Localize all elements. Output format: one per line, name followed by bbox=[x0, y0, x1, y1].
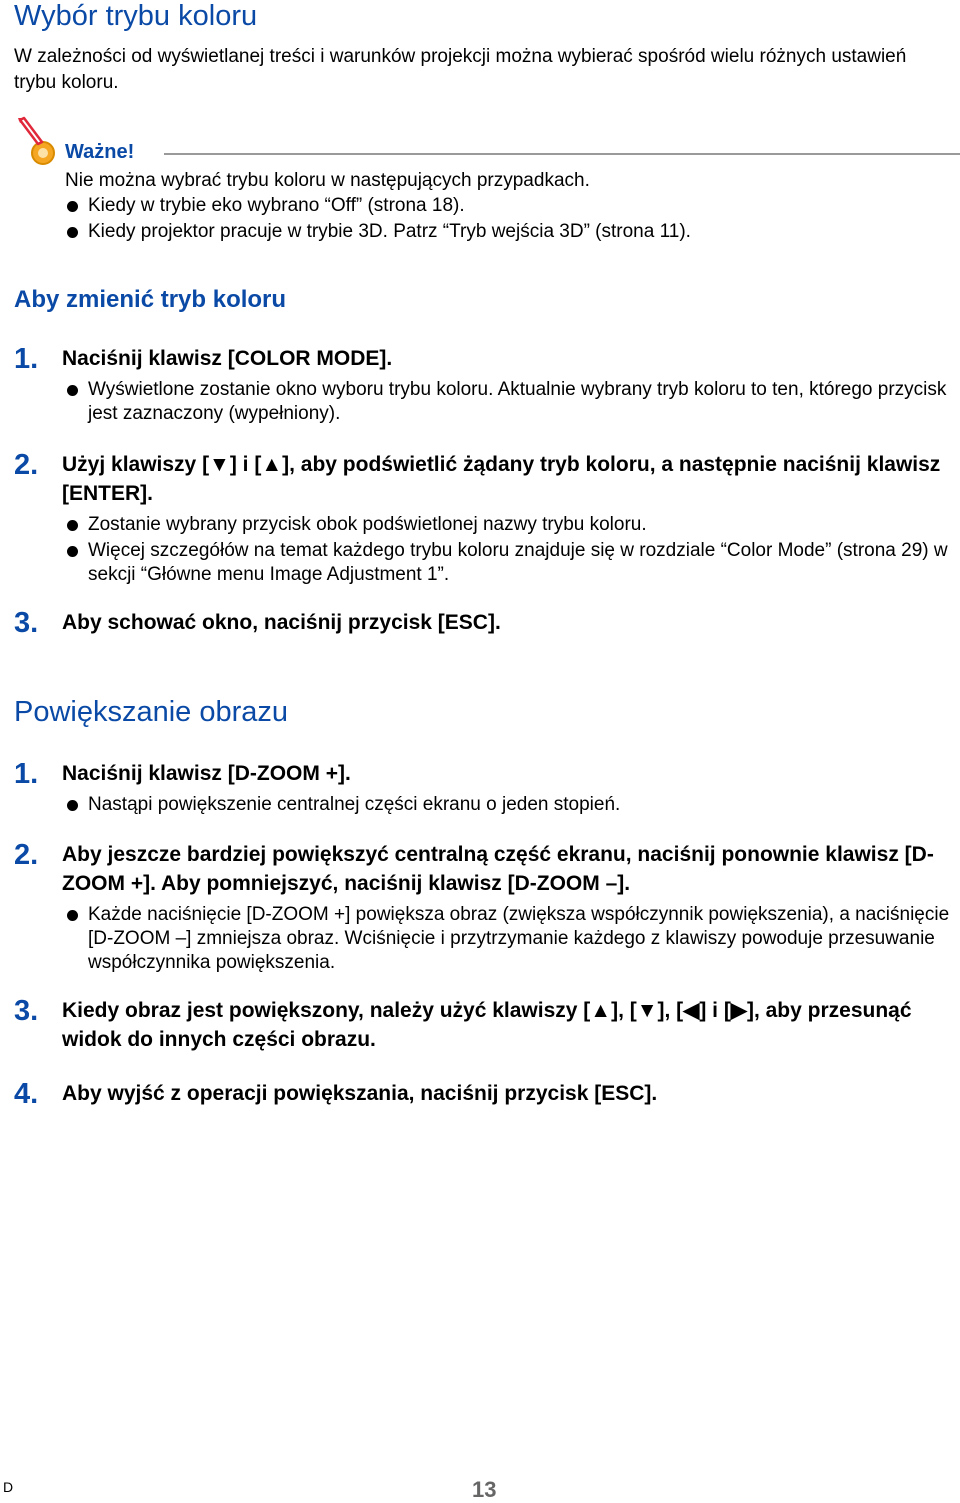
list-item-text: Każde naciśnięcie [D-ZOOM +] powiększa obraz (zwiększa współczynnik powiększenia), a naciśnięcie [D-ZOOM –] zmniejsza obraz. Wciśnięcie i przytrzymanie każdego z klawiszy powoduje przesuwanie współczynnika powiększenia. bbox=[88, 904, 950, 973]
step-bullets bbox=[65, 513, 954, 587]
step-number: 1. bbox=[14, 758, 39, 790]
step-text: Aby wyjść z operacji powiększania, naciśnij przycisk [ESC]. bbox=[62, 1082, 658, 1105]
step bbox=[14, 759, 954, 819]
list-item-text: Kiedy projektor pracuje w trybie 3D. Patrz “Tryb wejścia 3D” (strona 11). bbox=[88, 221, 691, 242]
list-item bbox=[65, 378, 954, 426]
step-bullets bbox=[65, 378, 954, 426]
step-text: Kiedy obraz jest powiększony, należy użyć klawiszy [▲], [▼], [◀] i [▶], aby przesunąć widok do innych części obrazu. bbox=[62, 999, 912, 1051]
list-item-text: Zostanie wybrany przycisk obok podświetlonej nazwy trybu koloru. bbox=[88, 514, 647, 535]
bullet-icon bbox=[67, 385, 78, 396]
step-text: Aby schować okno, naciśnij przycisk [ESC]. bbox=[62, 611, 501, 634]
important-title: Ważne! bbox=[65, 141, 135, 163]
important-bullets bbox=[65, 194, 945, 246]
step-number: 4. bbox=[14, 1078, 39, 1110]
step bbox=[14, 1079, 954, 1108]
bullet-icon bbox=[67, 910, 78, 921]
bullet-icon bbox=[67, 520, 78, 531]
subsection-title: Aby zmienić tryb koloru bbox=[14, 286, 287, 313]
list-item-text: Nastąpi powiększenie centralnej części ekranu o jeden stopień. bbox=[88, 794, 621, 815]
step bbox=[14, 450, 954, 589]
bullet-icon bbox=[67, 800, 78, 811]
list-item bbox=[65, 513, 954, 537]
step-number: 2. bbox=[14, 449, 39, 481]
list-item-text: Wyświetlone zostanie okno wyboru trybu koloru. Aktualnie wybrany tryb koloru to ten, którego przycisk jest zaznaczony (wypełniony). bbox=[88, 379, 947, 424]
important-text: Nie można wybrać trybu koloru w następujących przypadkach. bbox=[65, 170, 590, 191]
list-item bbox=[65, 903, 954, 975]
step-number: 1. bbox=[14, 343, 39, 375]
step bbox=[14, 344, 954, 428]
step-bullets bbox=[65, 903, 954, 975]
footer-label: D bbox=[3, 1479, 14, 1495]
list-item-text: Więcej szczegółów na temat każdego trybu koloru znajduje się w rozdziale “Color Mode” (strona 29) w sekcji “Główne menu Image Adjustment 1”. bbox=[88, 540, 948, 585]
step-bullets bbox=[65, 793, 954, 817]
bullet-icon bbox=[67, 201, 78, 212]
bullet-icon bbox=[67, 227, 78, 238]
step-text: Naciśnij klawisz [COLOR MODE]. bbox=[62, 347, 393, 370]
list-item bbox=[65, 539, 954, 587]
list-item bbox=[65, 220, 945, 244]
divider bbox=[164, 153, 960, 155]
intro-paragraph: W zależności od wyświetlanej treści i warunków projekcji można wybierać spośród wielu różnych ustawień trybu koloru. bbox=[14, 46, 907, 93]
list-item bbox=[65, 793, 954, 817]
step-number: 3. bbox=[14, 607, 39, 639]
section-title: Powiększanie obrazu bbox=[14, 696, 289, 728]
section-title: Wybór trybu koloru bbox=[14, 0, 258, 32]
pen-warning-icon bbox=[14, 116, 62, 166]
step-number: 3. bbox=[14, 995, 39, 1027]
bullet-icon bbox=[67, 546, 78, 557]
step-number: 2. bbox=[14, 839, 39, 871]
step bbox=[14, 608, 954, 637]
list-item bbox=[65, 194, 945, 218]
step-text: Naciśnij klawisz [D-ZOOM +]. bbox=[62, 762, 351, 785]
list-item-text: Kiedy w trybie eko wybrano “Off” (strona 18). bbox=[88, 195, 465, 216]
step bbox=[14, 996, 954, 1054]
step bbox=[14, 840, 954, 977]
page-number: 13 bbox=[472, 1477, 497, 1502]
step-text: Aby jeszcze bardziej powiększyć centralną część ekranu, naciśnij ponownie klawisz [D-ZOOM +]. Aby pomniejszyć, naciśnij klawisz [D-ZOOM –]. bbox=[62, 843, 934, 895]
step-text: Użyj klawiszy [▼] i [▲], aby podświetlić żądany tryb koloru, a następnie naciśnij klawisz [ENTER]. bbox=[62, 453, 941, 505]
